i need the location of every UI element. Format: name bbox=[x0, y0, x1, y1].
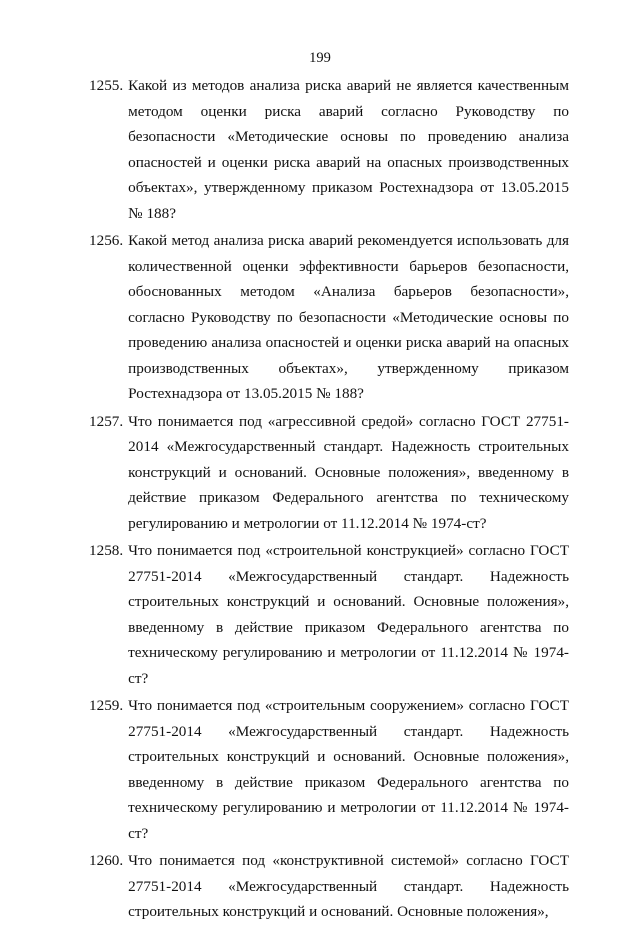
page-number: 199 bbox=[309, 50, 331, 66]
question-number: 1259. bbox=[89, 697, 124, 714]
question-item bbox=[89, 409, 569, 537]
question-number: 1260. bbox=[89, 852, 124, 869]
question-list bbox=[89, 73, 569, 927]
question-text: Какой метод анализа риска аварий рекомендуется использовать для количественной оценки эффективности барьеров безопасности, обоснованных методом «Анализа барьеров безопасности», согласно Руководству по безопасности «Методические основы по проведению анализа опасностей и оценки риска аварий на опасных производственных объектах», утвержденному приказом Ростехнадзора от 13.05.2015 № 188? bbox=[128, 232, 569, 402]
question-number: 1256. bbox=[89, 232, 124, 249]
question-text: Что понимается под «агрессивной средой» согласно ГОСТ 27751-2014 «Межгосударственный стандарт. Надежность строительных конструкций и оснований. Основные положения», введенному в действие приказом Федерального агентства по техническому регулированию и метрологии от 11.12.2014 № 1974-ст? bbox=[128, 412, 569, 532]
question-item bbox=[89, 848, 569, 925]
question-item bbox=[89, 538, 569, 691]
question-item bbox=[89, 73, 569, 226]
question-text: Что понимается под «строительным сооружением» согласно ГОСТ 27751-2014 «Межгосударственный стандарт. Надежность строительных конструкций и оснований. Основные положения», введенному в действие приказом Федерального агентства по техническому регулированию и метрологии от 11.12.2014 № 1974-ст? bbox=[128, 697, 569, 842]
question-item bbox=[89, 228, 569, 407]
question-number: 1255. bbox=[89, 77, 124, 94]
question-text: Что понимается под «строительной конструкцией» согласно ГОСТ 27751-2014 «Межгосударственный стандарт. Надежность строительных конструкций и оснований. Основные положения», введенному в действие приказом Федерального агентства по техническому регулированию и метрологии от 11.12.2014 № 1974-ст? bbox=[128, 542, 569, 687]
question-number: 1258. bbox=[89, 542, 124, 559]
question-text: Какой из методов анализа риска аварий не является качественным методом оценки риска аварий согласно Руководству по безопасности «Методические основы по проведению анализа опасностей и оценки риска аварий на опасных производственных объектах», утвержденному приказом Ростехнадзора от 13.05.2015 № 188? bbox=[128, 77, 569, 222]
question-item bbox=[89, 693, 569, 846]
question-text: Что понимается под «конструктивной системой» согласно ГОСТ 27751-2014 «Межгосударственный стандарт. Надежность строительных конструкций и оснований. Основные положения», bbox=[128, 852, 569, 920]
question-number: 1257. bbox=[89, 412, 124, 430]
